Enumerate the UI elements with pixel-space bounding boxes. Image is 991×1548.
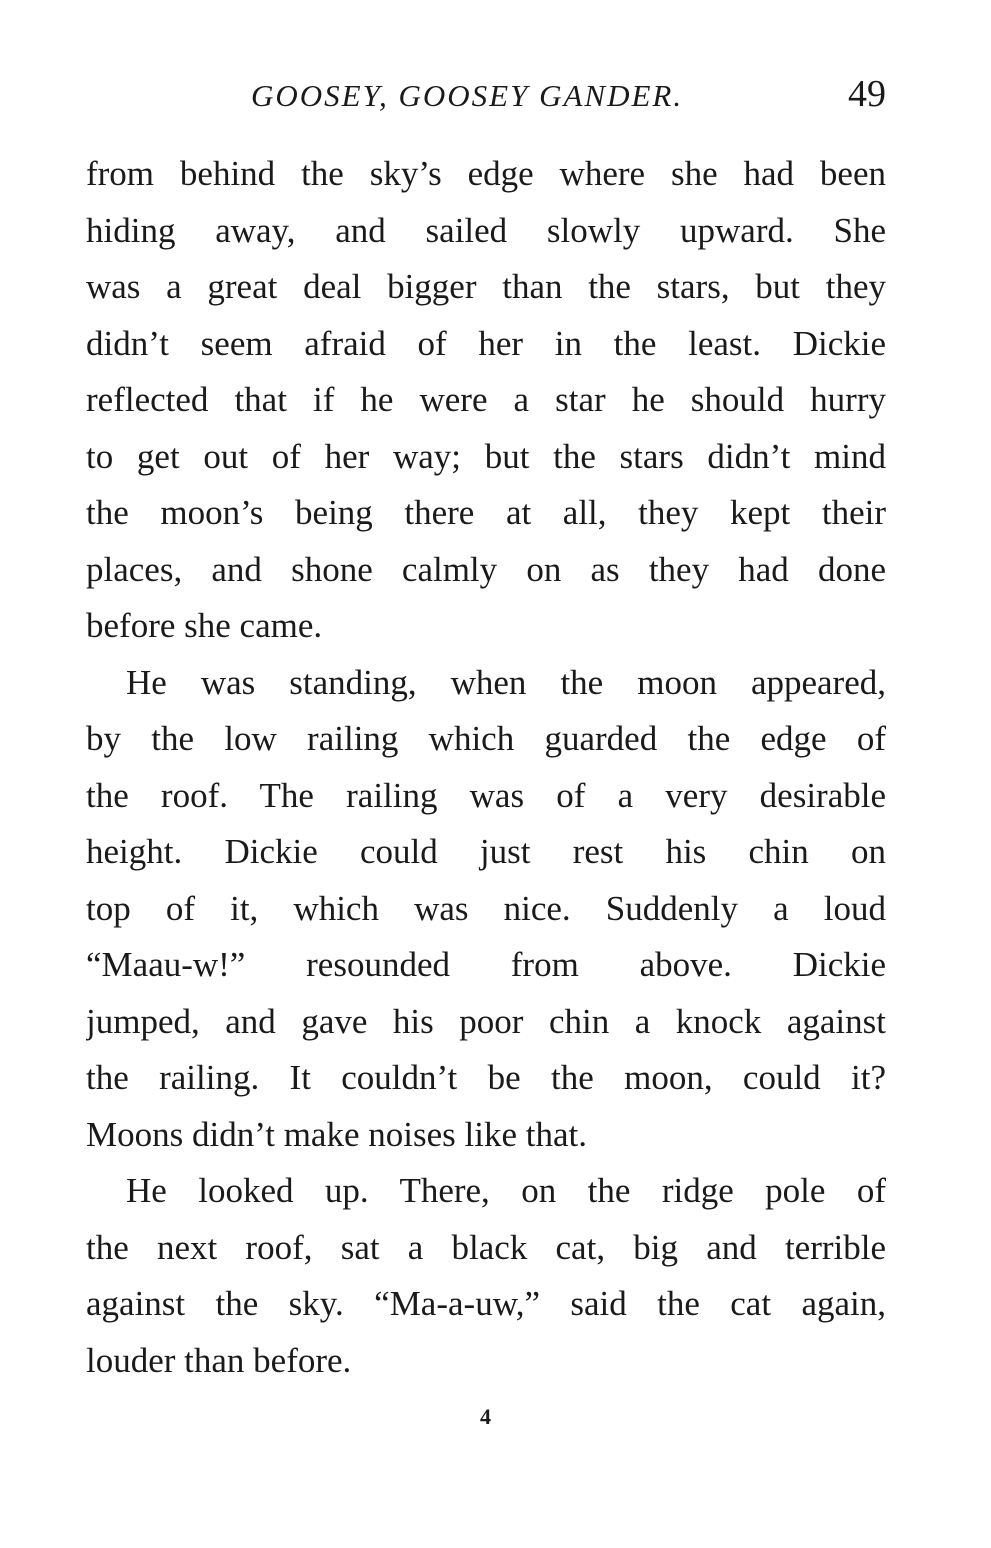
running-title: GOOSEY, GOOSEY GANDER. xyxy=(251,78,684,113)
paragraph-1 xyxy=(86,146,886,655)
text-line: reflected that if he were a star he should hurry xyxy=(86,380,886,419)
text-line: the roof. The railing was of a very desirable xyxy=(86,775,886,815)
text-line: against the sky. “Ma-a-uw,” said the cat again, xyxy=(86,1284,886,1323)
text-line: jumped, and gave his poor chin a knock against xyxy=(86,1001,886,1041)
text-line: height. Dickie could just rest his chin on xyxy=(86,832,886,871)
body-text xyxy=(86,146,886,1389)
running-head xyxy=(86,72,886,122)
text-line: before she came. xyxy=(86,606,323,645)
text-line: didn’t seem afraid of her in the least. Dickie xyxy=(86,323,886,363)
text-line: He looked up. There, on the ridge pole of xyxy=(126,1171,886,1210)
paragraph-2 xyxy=(86,655,886,1164)
paragraph-3 xyxy=(86,1163,886,1389)
text-line: He was standing, when the moon appeared, xyxy=(126,662,886,702)
text-line: the railing. It couldn’t be the moon, could it? xyxy=(86,1058,886,1097)
text-line: by the low railing which guarded the edge of xyxy=(86,719,886,758)
page-number: 49 xyxy=(848,73,886,115)
text-line: the moon’s being there at all, they kept their xyxy=(86,493,886,532)
text-line: Moons didn’t make noises like that. xyxy=(86,1114,587,1154)
text-line: top of it, which was nice. Suddenly a loud xyxy=(86,888,886,928)
text-line: places, and shone calmly on as they had done xyxy=(86,549,886,589)
text-line: “Maau-w!” resounded from above. Dickie xyxy=(86,945,886,984)
text-line: the next roof, sat a black cat, big and terrible xyxy=(86,1227,886,1267)
text-line: was a great deal bigger than the stars, but they xyxy=(86,267,886,306)
signature-mark: 4 xyxy=(480,1404,491,1429)
text-line: from behind the sky’s edge where she had been xyxy=(86,154,886,193)
text-line: to get out of her way; but the stars didn’t mind xyxy=(86,436,886,476)
text-line: hiding away, and sailed slowly upward. She xyxy=(86,210,886,250)
text-line: louder than before. xyxy=(86,1340,352,1380)
